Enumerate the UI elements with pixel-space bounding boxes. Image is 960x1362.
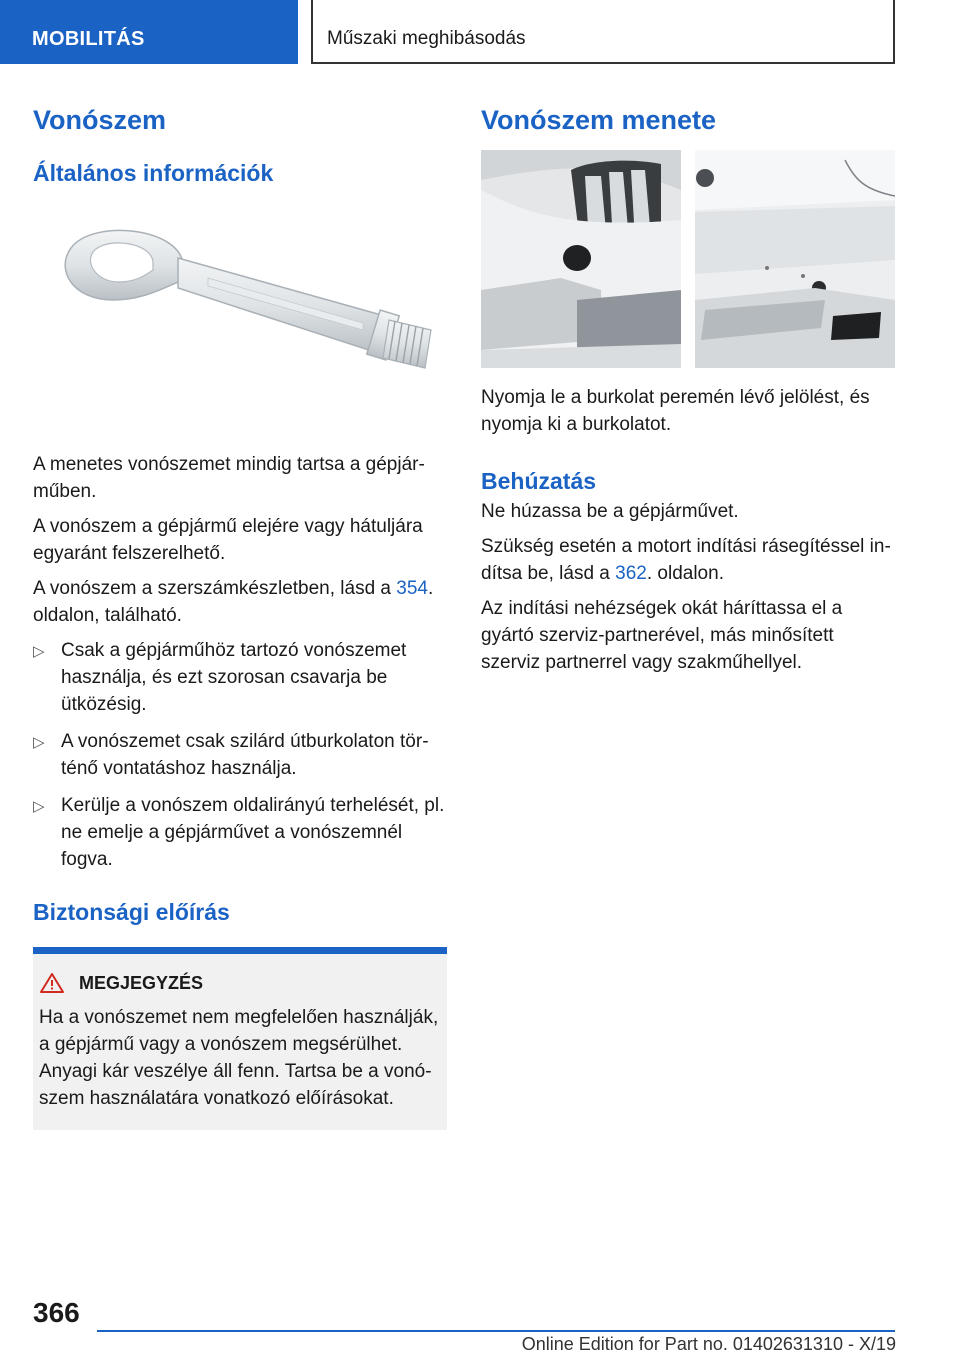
bullet-text: Kerülje a vonószem oldalirányú terhelését, pl. ne emelje a gépjárművet a vonószemnél fogva. bbox=[61, 795, 445, 870]
list-item bbox=[33, 792, 447, 873]
warning-notice-box bbox=[33, 947, 447, 1130]
towing-text-before: Szükség esetén a motort indítási rásegítéssel indítsa be, lásd a bbox=[481, 536, 891, 584]
usage-bullet-list bbox=[33, 637, 447, 873]
paragraph-front-rear: A vonószem a gépjármű elejére vagy hátuljára egyaránt felszerelhető. bbox=[33, 516, 423, 564]
warning-triangle-icon bbox=[39, 972, 65, 994]
section-title: Vonószem bbox=[33, 105, 167, 135]
towing-paragraph-3: Az indítási nehézségek okát háríttassa el a gyártó szerviz-partnerével, más minősített szerviz partnerrel vagy szakműhellyel. bbox=[481, 598, 843, 673]
front-bumper-photo bbox=[481, 150, 681, 368]
bullet-text: Csak a gépjárműhöz tartozó vonószemet használja, és ezt szorosan csavarja be ütközésig. bbox=[61, 640, 407, 715]
triangle-bullet-icon: ▷ bbox=[33, 734, 45, 751]
towing-paragraph-2 bbox=[481, 533, 895, 587]
safety-heading: Biztonsági előírás bbox=[33, 899, 230, 925]
right-column bbox=[481, 100, 895, 684]
header-section-tab: MOBILITÁS bbox=[0, 0, 298, 64]
warning-title bbox=[39, 972, 439, 994]
tow-hook-illustration bbox=[33, 208, 447, 428]
page-link-362[interactable]: 362 bbox=[615, 563, 647, 584]
warning-label: MEGJEGYZÉS bbox=[79, 972, 204, 993]
bumper-photo-row bbox=[481, 150, 895, 368]
triangle-bullet-icon: ▷ bbox=[33, 798, 45, 815]
paragraph-always-carry: A menetes vonószemet mindig tartsa a gépjárműben. bbox=[33, 454, 425, 502]
toolkit-text-before: A vonószem a szerszámkészletben, lásd a bbox=[33, 578, 397, 599]
list-item bbox=[33, 728, 447, 782]
section-title-thread: Vonószem menete bbox=[481, 105, 717, 135]
left-column bbox=[33, 100, 447, 1130]
footer-divider bbox=[97, 1330, 895, 1332]
list-item bbox=[33, 637, 447, 718]
toolkit-text-after: . oldalon, található. bbox=[33, 578, 434, 626]
bullet-text: A vonószemet csak szilárd útburkolaton történő vontatáshoz használja. bbox=[61, 731, 429, 779]
page-number: 366 bbox=[33, 1297, 80, 1328]
footer-edition-text: Online Edition for Part no. 01402631310 - X/19 bbox=[521, 1334, 896, 1354]
paragraph-toolkit bbox=[33, 575, 447, 629]
rear-bumper-photo bbox=[695, 150, 895, 368]
page-link-354[interactable]: 354 bbox=[396, 578, 428, 599]
towing-paragraph-1: Ne húzassa be a gépjárművet. bbox=[481, 501, 739, 522]
triangle-bullet-icon: ▷ bbox=[33, 643, 45, 660]
towing-text-after: . oldalon. bbox=[646, 563, 724, 584]
warning-text: Ha a vonószemet nem megfelelően használják, a gépjármű vagy a vonószem megsérülhet. Anyagi kár veszélye áll fenn. Tartsa be a vonószem használatára vonatkozó előírásokat. bbox=[39, 1007, 439, 1109]
subsection-title: Általános információk bbox=[33, 160, 274, 186]
header-chapter-title: Műszaki meghibásodás bbox=[311, 0, 895, 64]
towing-heading: Behúzatás bbox=[481, 468, 597, 494]
photo-caption: Nyomja le a burkolat peremén lévő jelölést, és nyomja ki a burkolatot. bbox=[481, 387, 870, 435]
